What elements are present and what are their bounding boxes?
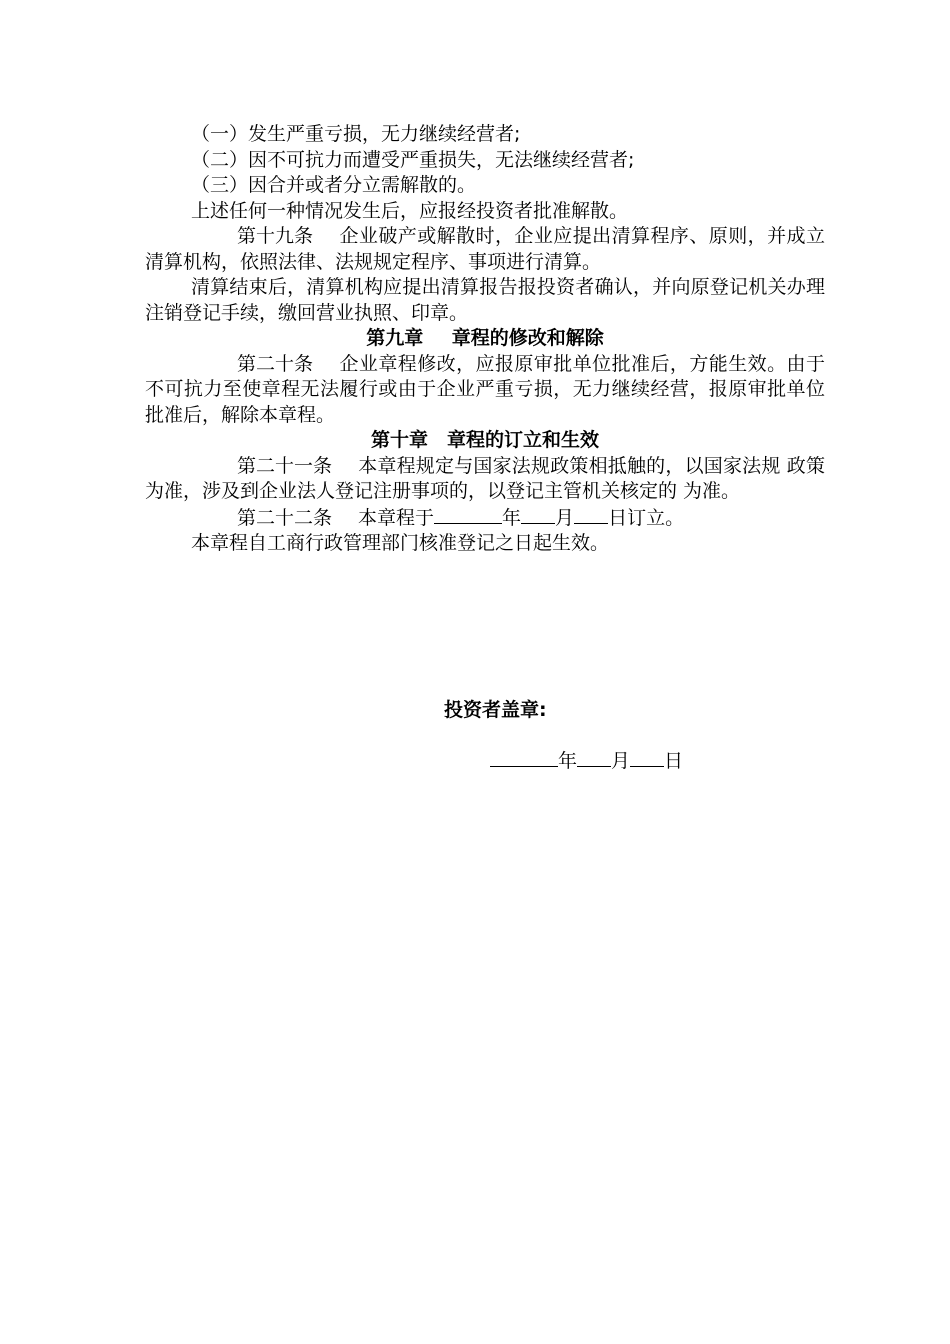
investor-seal-label: 投资者盖章: bbox=[444, 699, 547, 721]
paragraph-after-items: 上述任何一种情况发生后，应报经投资者批准解散。 bbox=[191, 199, 629, 222]
article-21 bbox=[145, 454, 825, 505]
year-blank bbox=[434, 505, 502, 524]
day-blank bbox=[630, 748, 664, 767]
year-blank bbox=[490, 748, 558, 767]
article-22: 第二十二条 本章程于 年 月 日订立。 bbox=[145, 505, 825, 532]
chapter-heading bbox=[145, 428, 825, 454]
article-text: 本章程于 bbox=[358, 506, 435, 529]
effective-clause: 本章程自工商行政管理部门核准登记之日起生效。 bbox=[191, 532, 610, 554]
list-item: （三）因合并或者分立需解散的。 bbox=[191, 174, 477, 196]
chapter-title: 章程的订立和生效 bbox=[447, 429, 600, 451]
chapter-heading bbox=[145, 326, 825, 352]
article-number: 第十九条 bbox=[237, 225, 314, 247]
article-number: 第二十条 bbox=[237, 352, 314, 375]
document-body bbox=[145, 122, 825, 557]
month-blank bbox=[577, 748, 611, 767]
article-text: 企业章程修改，应报原审批单位批准后，方能生效。由于不可抗力至使章程无法履行或由于企业严重亏损，无力继续经营，报原审批单位批准后，解除本章程。 bbox=[145, 352, 825, 426]
article-text: 企业破产或解散时，企业应提出清算程序、原则，并成立清算机构，依照法律、法规规定程序、事项进行清算。 bbox=[145, 225, 825, 273]
article-19 bbox=[145, 224, 825, 275]
list-item: （一）发生严重亏损，无力继续经营者; bbox=[191, 123, 521, 145]
article-number: 第二十二条 bbox=[237, 506, 333, 529]
article-20 bbox=[145, 352, 825, 429]
signature-date: 年 月 日 bbox=[490, 746, 683, 773]
article-19-paragraph-2: 清算结束后，清算机构应提出清算报告报投资者确认，并向原登记机关办理注销登记手续，缴回营业执照、印章。 bbox=[145, 276, 825, 324]
list-item: （二）因不可抗力而遭受严重损失，无法继续经营者; bbox=[191, 148, 635, 171]
chapter-number: 第十章 bbox=[370, 429, 428, 451]
month-blank bbox=[521, 505, 555, 524]
chapter-number: 第九章 bbox=[366, 327, 424, 349]
day-blank bbox=[574, 505, 608, 524]
chapter-title: 章程的修改和解除 bbox=[451, 327, 604, 349]
article-text: 本章程规定与国家法规政策相抵触的，以国家法规 政策为准，涉及到企业法人登记注册事项的，以登记主管机关核定的 为准。 bbox=[145, 454, 825, 502]
article-number: 第二十一条 bbox=[237, 454, 333, 477]
